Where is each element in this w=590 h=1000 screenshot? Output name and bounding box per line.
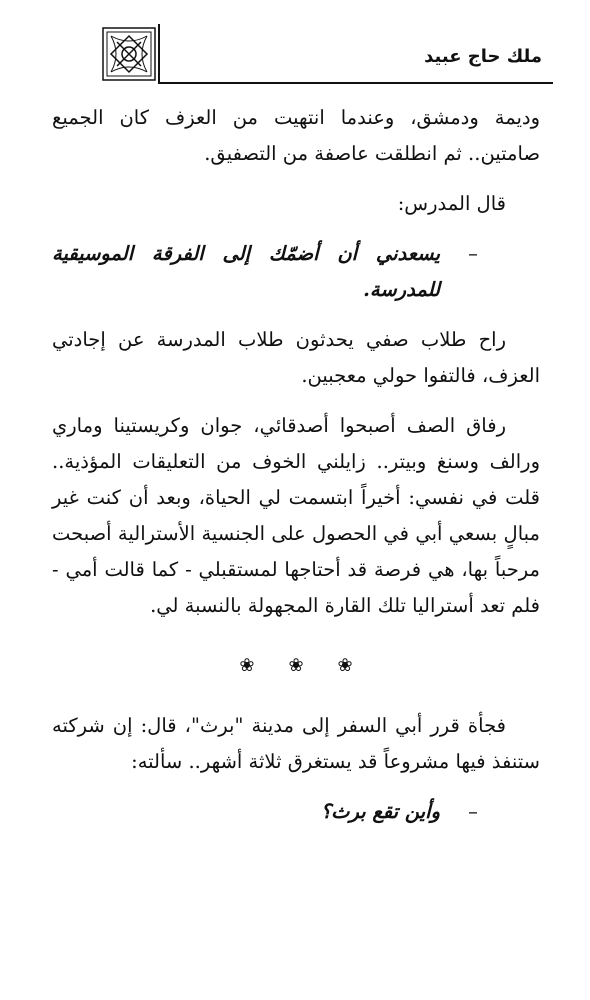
dialogue-line-1	[52, 236, 540, 308]
knot-ornament-icon	[101, 26, 157, 82]
paragraph-3: راح طلاب صفي يحدثون طلاب المدرسة عن إجادتي العزف، فالتفوا حولي معجبين.	[52, 328, 540, 387]
paragraph-5: فجأة قرر أبي السفر إلى مدينة "برث"، قال: إن شركته ستنفذ فيها مشروعاً قد يستغرق ثلاثة أشهر.. سألته:	[52, 714, 540, 773]
flower-ornament-icon: ❀	[239, 655, 255, 676]
dialogue-quote-1: يسعدني أن أضمّك إلى الفرقة الموسيقية للمدرسة.	[52, 242, 440, 301]
paragraph-1: وديمة ودمشق، وعندما انتهيت من العزف كان الجميع صامتين.. ثم انطلقت عاصفة من التصفيق.	[52, 106, 540, 165]
header-horizontal-rule	[158, 82, 553, 84]
page-header	[0, 0, 590, 90]
header-vertical-rule	[158, 24, 160, 84]
dialogue-line-2	[52, 794, 540, 830]
dialogue-dash: –	[468, 242, 478, 265]
flower-ornament-icon: ❀	[288, 655, 304, 676]
running-head-author: ملك حاج عبيد	[424, 46, 542, 67]
page-body	[52, 100, 540, 844]
section-separator	[52, 648, 540, 684]
flower-ornament-icon: ❀	[337, 655, 353, 676]
dialogue-dash: –	[468, 800, 478, 823]
paragraph-4: رفاق الصف أصبحوا أصدقائي، جوان وكريستينا وماري ورالف وسنغ وبيتر.. زايلني الخوف من التعليقات المؤذية.. قلت في نفسي: أخيراً ابتسمت لي الحياة، وبعد أن كنت غير مبالٍ بسعي أبي في الحصول على الجنسية الأسترالية أصبحت مرحباً بها، هي فرصة قد أحتاجها لمستقبلي - كما قالت أمي - فلم تعد أستراليا تلك القارة المجهولة بالنسبة لي.	[52, 414, 540, 617]
dialogue-quote-2: وأين تقع برث؟	[320, 800, 440, 823]
paragraph-2: قال المدرس:	[397, 192, 506, 215]
